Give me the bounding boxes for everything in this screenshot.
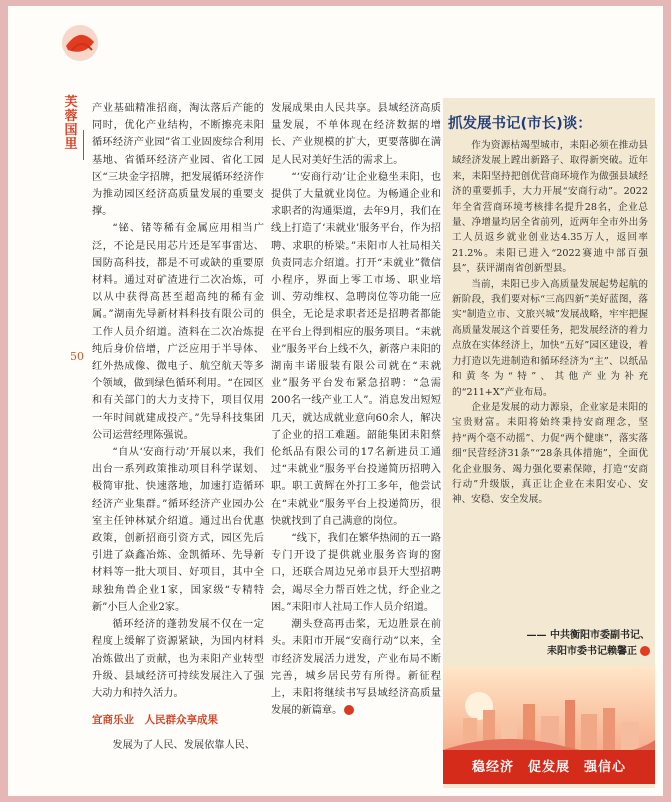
banner-slogan: 稳经济 促发展 强信心 [471, 760, 626, 775]
subheading: 宜商乐业 人民群众享成果 [92, 714, 218, 727]
paragraph: 发展成果由人民共享。县域经济高质量发展，不单体现在经济数据的增长、产业规模的扩大，更要落脚在满足人民对美好生活的需求上。 [271, 103, 441, 166]
paragraph: 作为资源枯竭型城市，耒阳必须在推动县域经济发展上蹚出新路子、取得新突破。近年来，耒阳坚持把创优营商环境作为做强县域经济的重要抓手，大力开展“安商行动”。2022年全省营商环境考核排名提升28名，企业总量、净增量均居全省前列，近两年全市外出务工人员返乡就业创业达4.35万人，返回率21.2%。耒阳已进入“2022赛迪中部百强县”，获评湖南省创新型县。 [452, 140, 648, 275]
page-number: 50 [70, 350, 84, 363]
paragraph: 当前，耒阳已步入高质量发展起势起航的新阶段，我们要对标“三高四新”美好蓝图，落实“制造立市、文旅兴城”发展战略，牢牢把握高质量发展这个首要任务，把发展经济的着力点放在实体经济上，加快“五好”园区建设，着力打造以先进制造和循环经济为“主”、以纸品和黄冬为“特”、其他产业为补充的“211+X”产业布局。 [452, 278, 648, 398]
paragraph: 企业是发展的动力源泉，企业家是耒阳的宝贵财富。耒阳将始终秉持安商理念，坚持“两个毫不动摇”、力促“两个健康”，落实落细“民营经济31条”“28条具体措施”，全面优化企业服务、竭力强化要素保障，打造“安商行动”升级版，真正让企业在耒阳安心、安神、安稳、安全发展。 [452, 401, 648, 506]
sidebar-title: 抓发展书记(市长)谈： [448, 116, 592, 132]
section-label: 芙蓉国里 [64, 95, 78, 152]
paragraph: 产业基础精准招商，淘汰落后产能的同时，优化产业结构，不断擦亮耒阳循环经济产业园”省工业固废综合利用基地、省循环经济产业园、省化工园区“三块金字招牌，把发展循环经济作为推动园区经济高质量发展的重要支撑。 [92, 103, 264, 218]
paragraph: “铋、锗等稀有金属应用相当广泛，不论是民用芯片还是军事雷达、国防高科技，都是不可或缺的重要原材料。通过对矿渣进行二次冶炼，可以从中获得高甚至超高纯的稀有金属。”湖南先导新材料科技有限公司的工作人员介绍道。渣料在二次冶炼提纯后身价倍增，广泛应用于半导体、红外热成像、微电子、航空航天等多个领域，做到绿色循环利用。“在园区和有关部门的大力支持下，项目仅用一年时间就建成投产。”先导科技集团公司运营经理陈强说。 [92, 223, 264, 441]
slogan-banner [443, 666, 655, 784]
paragraph: “‘安商行动’让企业稳坐耒阳，也提供了大量就业岗位。为畅通企业和求职者的沟通渠道，去年9月，我们在线上打造了‘耒就业’服务平台，作为招聘、求职的桥梁。”耒阳市人社局相关负责同志介绍道。打开“耒就业”微信小程序，界面上零工市场、职业培训、劳动维权、急聘岗位等功能一应俱全，无论是求职者还是招聘者都能在平台上得到相应的服务项目。“耒就业”服务平台上线不久，新落户耒阳的湖南丰诺服装有限公司就在“耒就业”服务平台发布紧急招聘：“急需200名一线产业工人”。消息发出短短几天，就达成就业意向60余人，解决了企业的招工难题。韶能集团耒阳蔡伦纸品有限公司的17名新进员工通过“耒就业”服务平台投递简历招聘入职。职工黄辉在外打工多年，他尝试在“耒就业”服务平台上投递简历，很快就找到了自己满意的岗位。 [271, 171, 441, 527]
sidebar-signature [450, 628, 650, 660]
magazine-logo [56, 20, 104, 66]
article-column-2 [271, 100, 441, 719]
end-mark-icon [344, 705, 354, 715]
section-divider [83, 130, 84, 160]
signature-name: 耒阳市委书记赖馨正 [547, 646, 637, 657]
dot-icon [640, 646, 650, 656]
paragraph: “线下，我们在繁华热闹的五一路专门开设了提供就业服务咨询的窗口，还联合周边兄弟市县开大型招聘会，竭尽全力帮百姓之忧，纾企业之困。”耒阳市人社局工作人员介绍道。 [271, 533, 441, 613]
signature-line: —— 中共衡阳市委副书记、 [526, 630, 650, 641]
sidebar-text [452, 138, 648, 508]
paragraph-text: 潮头登高再击桨，无边胜景在前头。耒阳市开展“安商行动”以来，全市经济发展活力迸发，产业布局不断完善，城乡居民劳有所得。新征程上，耒阳将继续书写县域经济高质量发展的新篇章。 [271, 619, 441, 717]
paragraph: “自从‘安商行动’开展以来，我们出台一系列政策推动项目科学谋划、极简审批、快速落地，加速打造循环经济产业集群。”循环经济产业园办公室主任钟林斌介绍道。通过出台优惠政策，创新招商引资方式，园区先后引进了焱鑫冶炼、金凯循环、先导新材料等一批大项目、好项目，其中全球独角兽企业1家，国家级“专精特新”小巨人企业2家。 [92, 447, 264, 613]
paragraph [271, 616, 441, 719]
paragraph: 循环经济的蓬勃发展不仅在一定程度上缓解了资源紧缺，为国内材料冶炼做出了贡献，也为耒阳产业转型升级、县域经济可持续发展注入了强大动力和持久活力。 [92, 619, 264, 699]
article-column-1 [92, 100, 264, 755]
signature-line-2 [450, 644, 650, 660]
paragraph: 发展为了人民、发展依靠人民、 [112, 740, 256, 752]
